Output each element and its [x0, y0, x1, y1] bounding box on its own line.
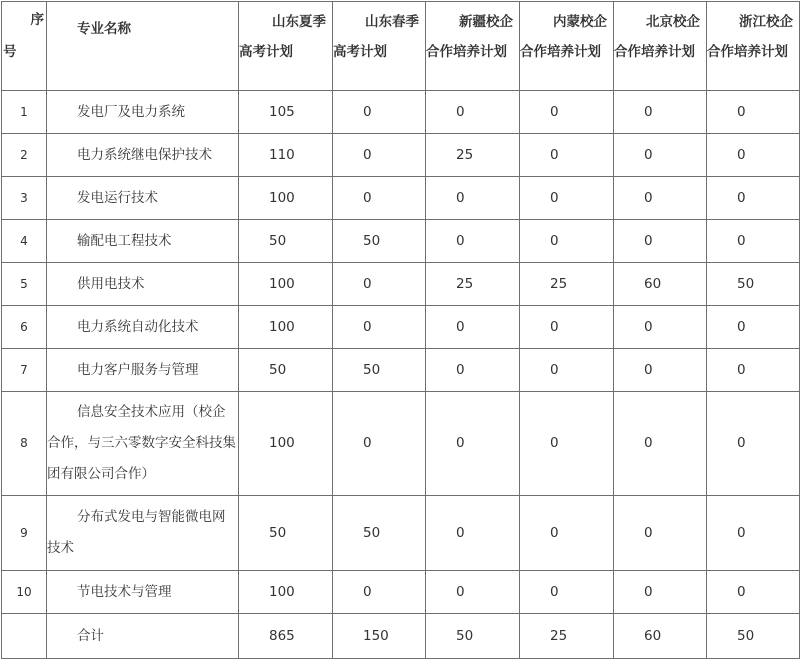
enrollment-plan-table — [1, 1, 800, 659]
plan-value: 0 — [707, 349, 800, 392]
plan-value: 0 — [614, 496, 707, 571]
plan-value: 0 — [614, 571, 707, 614]
total-label: 合计 — [47, 614, 239, 659]
plan-value: 100 — [239, 263, 333, 306]
plan-value: 0 — [333, 392, 426, 496]
row-number: 6 — [2, 306, 47, 349]
plan-value: 0 — [520, 571, 614, 614]
plan-value: 0 — [520, 306, 614, 349]
plan-value: 0 — [707, 306, 800, 349]
total-value: 50 — [707, 614, 800, 659]
row-number: 4 — [2, 220, 47, 263]
plan-value: 0 — [707, 571, 800, 614]
total-value: 60 — [614, 614, 707, 659]
header-plan-shandong-spring: 山东春季 高考计划 — [333, 2, 426, 91]
plan-value: 0 — [426, 91, 520, 134]
plan-value: 0 — [614, 134, 707, 177]
plan-value: 0 — [426, 496, 520, 571]
table-row — [2, 306, 800, 349]
major-name: 电力客户服务与管理 — [47, 349, 239, 392]
plan-value: 100 — [239, 306, 333, 349]
plan-value: 50 — [239, 349, 333, 392]
row-number: 10 — [2, 571, 47, 614]
row-number: 2 — [2, 134, 47, 177]
header-major-name: 专业名称 — [47, 2, 239, 91]
plan-value: 0 — [707, 134, 800, 177]
row-number: 7 — [2, 349, 47, 392]
total-row — [2, 614, 800, 659]
plan-value: 0 — [614, 306, 707, 349]
table-row — [2, 392, 800, 496]
total-value: 150 — [333, 614, 426, 659]
plan-value: 0 — [333, 91, 426, 134]
total-value: 25 — [520, 614, 614, 659]
plan-value: 0 — [614, 177, 707, 220]
major-name: 分布式发电与智能微电网技术 — [47, 496, 239, 571]
plan-value: 50 — [239, 220, 333, 263]
plan-value: 0 — [707, 220, 800, 263]
row-number: 3 — [2, 177, 47, 220]
plan-value: 0 — [707, 91, 800, 134]
plan-value: 0 — [333, 571, 426, 614]
plan-value: 100 — [239, 571, 333, 614]
plan-value: 50 — [333, 349, 426, 392]
plan-value: 0 — [333, 134, 426, 177]
plan-value: 110 — [239, 134, 333, 177]
major-name: 信息安全技术应用（校企合作，与三六零数字安全科技集团有限公司合作） — [47, 392, 239, 496]
table-row — [2, 571, 800, 614]
major-name: 输配电工程技术 — [47, 220, 239, 263]
header-plan-xinjiang: 新疆校企 合作培养计划 — [426, 2, 520, 91]
table-row — [2, 263, 800, 306]
plan-value: 0 — [426, 177, 520, 220]
major-name: 供用电技术 — [47, 263, 239, 306]
plan-value: 0 — [520, 177, 614, 220]
table-row — [2, 349, 800, 392]
header-no: 序 号 — [2, 2, 47, 91]
plan-value: 0 — [333, 263, 426, 306]
plan-value: 0 — [614, 349, 707, 392]
plan-value: 25 — [520, 263, 614, 306]
header-plan-zhejiang: 浙江校企 合作培养计划 — [707, 2, 800, 91]
header-row — [2, 2, 800, 91]
plan-value: 0 — [333, 177, 426, 220]
plan-value: 50 — [333, 496, 426, 571]
plan-value: 0 — [520, 349, 614, 392]
plan-value: 0 — [520, 392, 614, 496]
major-name: 电力系统自动化技术 — [47, 306, 239, 349]
plan-value: 0 — [520, 91, 614, 134]
plan-value: 0 — [520, 134, 614, 177]
plan-value: 60 — [614, 263, 707, 306]
major-name: 发电厂及电力系统 — [47, 91, 239, 134]
plan-value: 0 — [707, 392, 800, 496]
major-name: 电力系统继电保护技术 — [47, 134, 239, 177]
plan-value: 0 — [426, 392, 520, 496]
row-number: 8 — [2, 392, 47, 496]
plan-value: 0 — [614, 392, 707, 496]
row-number: 5 — [2, 263, 47, 306]
plan-value: 0 — [707, 177, 800, 220]
header-plan-neimeng: 内蒙校企 合作培养计划 — [520, 2, 614, 91]
plan-value: 0 — [614, 91, 707, 134]
table-row — [2, 91, 800, 134]
plan-value: 0 — [426, 349, 520, 392]
plan-value: 25 — [426, 134, 520, 177]
plan-value: 0 — [426, 220, 520, 263]
plan-value: 0 — [426, 306, 520, 349]
row-number — [2, 614, 47, 659]
plan-value: 50 — [333, 220, 426, 263]
plan-value: 0 — [614, 220, 707, 263]
plan-value: 0 — [520, 220, 614, 263]
row-number: 9 — [2, 496, 47, 571]
plan-value: 100 — [239, 177, 333, 220]
plan-value: 0 — [520, 496, 614, 571]
plan-value: 25 — [426, 263, 520, 306]
total-value: 865 — [239, 614, 333, 659]
plan-value: 0 — [426, 571, 520, 614]
table-row — [2, 496, 800, 571]
header-plan-beijing: 北京校企 合作培养计划 — [614, 2, 707, 91]
table-row — [2, 220, 800, 263]
plan-value: 0 — [707, 496, 800, 571]
plan-value: 0 — [333, 306, 426, 349]
plan-value: 50 — [707, 263, 800, 306]
total-value: 50 — [426, 614, 520, 659]
plan-value: 100 — [239, 392, 333, 496]
major-name: 发电运行技术 — [47, 177, 239, 220]
table-row — [2, 177, 800, 220]
plan-value: 50 — [239, 496, 333, 571]
row-number: 1 — [2, 91, 47, 134]
header-plan-shandong-summer: 山东夏季 高考计划 — [239, 2, 333, 91]
major-name: 节电技术与管理 — [47, 571, 239, 614]
plan-value: 105 — [239, 91, 333, 134]
table-row — [2, 134, 800, 177]
